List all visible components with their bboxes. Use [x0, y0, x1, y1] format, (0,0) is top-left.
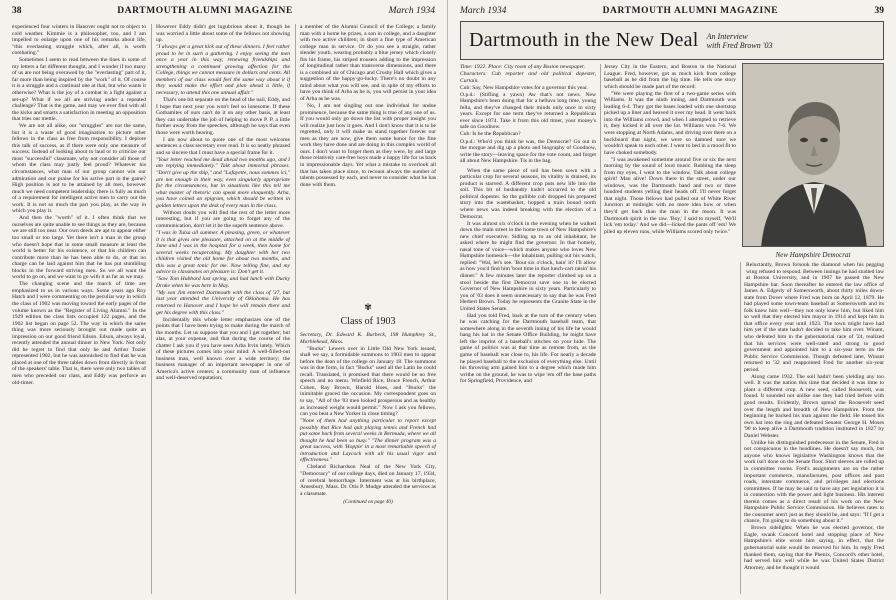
portrait-illustration	[743, 64, 884, 247]
left-running-head	[12, 6, 435, 20]
paragraph: The changing scene and the march of time are emphasized to us in various ways. Some years ago Roy Hatch and I were commenting on the peculiar way in which the class of 1902 was moving toward the early pages of the volume known as the "Register of Living Alumni." In the 1929 edition the class lists occupied 122 pages, and the 1902 list began on page 52. The way in which the same thing was more seriously brought out made quite an impression on our good friend Edson. Edson, always loyal, recently attended the annual dinner in New York. Not only did he regret to find that only he and Arthur Tozier represented 1902, but he was astonished to find that he was placed at one of the three tables down front directly in front of the speakers' table. That is, there were only two tables of men who preceded our class, and Eddy was perforce an old-timer.	[12, 281, 146, 386]
paragraph: When the same piece of soil has been sown with a particular crop for several seasons, its vitality is drained, its product is starved. A different crop puts new life into the soil. This bit of husbandry hadn't occurred to the old political dopester. So the gullible cub dropped his prepared story into the wastebasket, hopped a train bound north where news was indeed breaking with the election of a Democrat.	[460, 167, 596, 220]
article-title: Dartmouth in the New Deal	[469, 29, 699, 51]
right-page	[448, 0, 896, 600]
paragraph: Had you told Fred, back at the turn of the century when he was catching for the Dartmouth baseball team, that somewhere along in the seventh inning of his life he would hang his hat in the Senate Office Building, he might have left the imprint of a baseball's stitches on your hide. The game of politics was at that time as remote from, as the game of baseball was close to, his life. For nearly a decade he played baseball to the exclusion of everything else. Until his throwing arm gained him to a degree which made him writhe on the ground, he was to wipe 'em off the base paths for Springfield, Providence, and	[460, 312, 596, 385]
paragraph: And then the "worth" of it. I often think that we ourselves are quite unable to see things as they are, because we are still too near. Our own deeds are apt to appear either too small or too large. Yet there isn't a man in the group who doesn't hope that in some small measure at least the world is better for his existence, or that his children can contribute more than he has been able to do, or that no charge can be laid against him that he has put stumbling blocks in the forward striving men. So we all want the world to go on, and we want to go with it as far as we may.	[12, 215, 146, 281]
article-title-box	[460, 21, 884, 60]
play-line: Time: 1922. Place: City room of any Boston newspaper.	[460, 64, 586, 70]
left-column-2	[156, 24, 290, 594]
continued-note: (Continued on page 40)	[343, 499, 393, 506]
article-subtitle	[707, 32, 773, 50]
paragraph: Brown sidelights: When he was elected governor, the Eagle, swank Concord hotel and stopping place of New Hampshire's elite wrote him saying, in effect, that the gubernatorial suite would be reserved for him. In reply Fred thanked them, saying that the Phenix, Concord's other hotel, had served him well while he was United States District Attorney, and he thought it would	[744, 525, 884, 571]
right-column-2	[604, 64, 736, 594]
paragraph: Unlike his distinguished predecessor in the Senate, Fred is not conspicuous in the headlines. He doesn't say much, but anyone who knows legislative Washington knows that the work isn't done on the Senate floor. Shirt sleeves are rolled up in committee rooms. Fred's assignments are on the rather important commerce, manufactures, post offices and post roads, interstate commerce, and privileges and elections committees. If he may be said to have any pet legislation it is in connection with the power and light business. His interest therein comes as a direct result of his work on the New Hampshire Public Service Commission. He believes rates to the consumer aren't just as they should be, and says: "If I get a chance, I'm going to do something about it."	[744, 439, 884, 525]
left-magazine-name: DARTMOUTH ALUMNI MAGAZINE	[117, 6, 293, 16]
paragraph: a member of the Alumni Council of the College; a family man with a home he prizes, a son in college, and a daughter with two active children; in short a fine type of American college man in service. Or do you see a straight, rather slender youth, wearing probably a blue jersey which closely fits his frame, his striped trousers adding to the impression of longitudinal rather than transverse dimensions, and there is a combined air of Chicago and Crosby Hall which gives a suggestion of the happy-go-lucky. There's no doubt in any mind about what you will see, and in spite of my efforts to have you think of Arba as he is, you will persist in your idea of Arba as he was.	[300, 24, 436, 103]
left-column-1	[12, 24, 146, 594]
right-page-number: 39	[874, 6, 884, 16]
paragraph: I am now about to quote one of the most welcome sentences a class secretary ever read. It is so neatly phrased and so sincere that I must have a special frame for it.	[156, 136, 290, 156]
left-column-3-class-notes	[300, 332, 436, 594]
paragraph: experienced four winters in Hanover ought not to object to cold weather. Kimmie is a philosopher, too, and I am impelled to enlarge upon one of his remarks about life, "this everlasting struggle which, after all, is worth combating."	[12, 24, 146, 57]
paragraph: However Eddy didn't get lugubrious about it, though he was worried a little about some of the fellows not showing up.	[156, 24, 290, 44]
quoted-paragraph: "Saw Tom Hubbard last spring, and had lunch with Ducky Drake when he was here in May.	[156, 276, 290, 289]
column-rule	[600, 64, 601, 594]
column-rule	[740, 262, 741, 594]
secretary-line: Secretary, Dr. Edward K. Burbeck, 198 Humphrey St., Marblehead, Mass.	[300, 332, 436, 345]
subtitle-line-1: An Interview	[706, 31, 748, 41]
right-running-head	[460, 6, 884, 20]
play-line: Characters: Cub reporter and old political dopester, Curtain.	[460, 71, 596, 84]
paragraph: It was almost six o'clock in the evening when he walked down the main street in the home town of New Hampshire's new chief executive. Sidling up to an old inhabitant, he asked where he might find the governor. In that homely, nasal tone of voice—which makes anyone who loves New Hampshire homesick—the inhabitant, pulling out his watch, replied: "Wal, let's see. 'Bout six o'clock, hain' it? I'll allow as how you'd find him 'bout time in that lunch-cart raisin' his dinner." A few minutes later the reporter climbed up on a stool beside the first Democrat save one to be elected Governor of New Hampshire in sixty years. Particularly to you of '03 does it seem unnecessary to say that he was Fred Herbert Brown. Today he represents the Granite State in the United States Senate.	[460, 220, 596, 312]
paragraph	[744, 262, 884, 373]
paragraph: Cheland Richardson Neal of the New York City, "Democracy" of our college days, died on January 17, 1934, of cerebral hemorrhage. Interment was at his birthplace, Amesbury, Mass. Dr. Otis P. Mudge attended the services as a classmate.	[300, 464, 436, 497]
paragraph: "We were playing the first of a two-game series with Williams. It was the ninth inning, and Dartmouth was leading 6-4. They got the bases loaded with one shortstop picked up a liner and heaved it over my head. It went back into the Williams crowd, and when I attempted to retrieve it, they kicked it all over the lot. Williams won 7-6. We were stopping at North Adams, and driving over there on a buckboard that night, we were so damned sore we wouldn't speak to each other. I went to bed in a mood fit to have choked somebody.	[604, 90, 736, 156]
left-page-number: 38	[12, 6, 22, 16]
paragraph: "I was awakened sometime around five or six the next morning by the sound of loud music. Rubbing the sleep from my eyes, I went to the window. Talk about college spirit! Man alive! Down there in the street, under our windows, was the Dartmouth band and two or three hundred students yelling their heads off. I'll never forget that night. Those fellows had pulled out of White River Junction at midnight with no more idea how or when they'd get back than the man in the moon. It was Dartmouth spirit in the raw. 'Boy,' I said to myself, 'We'll lick 'em today.' And we did—licked the pants off 'em! We piled up eleven runs, while Williams scored only twice."	[604, 156, 736, 235]
quoted-paragraph: "Your letter reached me dead ahead two months ago, and I am replying immediately." Talk about immortal phrases. "Don't give up the ship," and "Lafayette, nous sommes ici," are not enough in their way, even singularly appropriate for the circumstances, but in situations like this tell me what master of rhetoric can speak more eloquently. Arba, you have coined an epigram, which should be written in golden letters upon the desk of every man in the class.	[156, 156, 290, 209]
play-line: Cub: Say, New Hampshire votes for a governor this year.	[460, 84, 588, 91]
quoted-paragraph: "My son Jim entered Dartmouth with the class of '37, but last year attended the University of Oklahoma. He has returned to Hanover and I hope he will remain there and get his degree with this class."	[156, 289, 290, 316]
paragraph: "Bucks" Lewers over in Little Old New York issued, shall we say, a formidable summons to 1903 men to appear before the dean of the college on January 18. The summons was in due form, in fact "Bucks" used all the Latin he could recall. Translated, it promised that there would be no free speech and no menu. Winfield Rice, Bruce French, Arthur Cohen, Ray Brown, Harold Hoes, and "Bucks" the inimitable graced the occasion. My correspondent goes on to say, "All of the '03 men looked prosperous and as healthy as increased weight would permit." Now I ask you fellows, can you beat a New Yorker in close timing?	[300, 345, 436, 418]
left-issue-date: March 1934	[388, 6, 435, 16]
subtitle-line-2: with Fred Brown '03	[706, 40, 773, 50]
paragraph-text: Reluctantly, Brown forsook the diamond when his pegging wing refused to respond. Between innings he had studied law at Boston University, and in 1907 he passed the New Hampshire bar. Soon thereafter he entered the law office of James A. Edgerly of Somersworth, about thirty miles down-state from Dover where Fred was born on April 12, 1879. He had played some town-team baseball at Somersworth and its folk knew him well—they not only knew him, but liked him so well that they elected him mayor in 1914 and kept him in that office every year until 1923. The town might have had him yet if the state hadn't decided to take him over. Winant, who defeated him in the gubernatorial race of '24, realized that his services were well-rated and strong to good government and appointed him to a six-year term on the Public Service Commission. Though defeated later, Winant returned to '32 and reappointed Fred for another six-year period.	[744, 262, 884, 373]
column-rule	[151, 24, 152, 594]
paragraph: That's one bit separate on the head of the nail, Eddy, and I hope that next year you won't feel so lonesome. If these Gothamites of ours can't do it on any other basis, at least they can undertake the job of helping to move P. P. a little further away from the speeches, although he says that even those were worth hearing.	[156, 97, 290, 136]
quoted-paragraph: "I was in Tulsa all summer. A pleasing, green, or whatever it is that gives one pleasure, attached on at the middle of June and I was in the hospital for a week, then home for several weeks recuperating. My daughter with her two children visited the old home for about two months, and this was a great tonic for me. Now telling fine, and my advice to classmates on pleasure is: Don't get it.	[156, 229, 290, 276]
play-line: Cub: Is he the Republican?	[460, 131, 521, 138]
left-column-3	[300, 24, 436, 304]
quoted-paragraph: "I always get a great kick out of these dinners. I feel rather proud to be in such a gathering. I enjoy seeing the men once a year in this way, renewing friendships and strengthening a continued growing affection for the College, things we cannot measure in dollars and cents. All members of our class would feel the same way about it if they would make the effort and plan ahead a little, if necessary, to attend this one annual affair."	[156, 44, 290, 96]
paragraph: No, I am not singling out one individual for undue prominence, because the same thing is true of any one of us. If you would only go down the list with proper insight you will realize just how it goes. And I don't know that it is to be regretted, only it will make us stand together forever our men as they are now, give them some honor for the fine work they have done and are doing in this complex world of ours. I don't want to forget them as they were, by and large those relatively care-free boys made a happy life for us back in impressionable days. Yet what a mistake to overlook all that has taken place since, to recount always the number of talents possessed by each, and never to consider what he has done with them.	[300, 103, 436, 188]
paragraph: Along came 1932. The soil hadn't been yielding any too well. It was the nation this time that decided it was time to plant a different crop. A new seed, called Roosevelt, was found. It sounded not unlike one they had tried before with good results. Evidently, Brown spread the Roosevelt seed over the length and breadth of New Hampshire. From the beginning he backed his man against the field. He tossed his own hat into the ring and defeated Senator George H. Moses '90 to keep alive a Dartmouth tradition instituted in 1827 by Daniel Webster.	[744, 373, 884, 439]
right-column-1	[460, 64, 596, 594]
paragraph: Without doubt you will find the rest of the letter more interesting, but if you are going to forget any of the communication, don't let it be the superb sentence above.	[156, 209, 290, 229]
paragraph: We are not all alike, our "struggles" are not the same, but it is a waste of good imagination to picture other fellows in the class as free from responsibility. I deplore this talk of success, as if there were only one measure of success. Instead of looking about to laud or to criticize our most "successful" classmate, why not consider all those of whom the class may justly feel proud? Whatever his circumstances, what man of our group cannot win our admiration and our praise for his active part in the game? High position is not to be attained by all men, however much we need competent leadership; there is fully as much of a requirement for intelligent active men to carry out the work. It is not so much the part you play, as the way in which you play it.	[12, 123, 146, 215]
photo-caption: New Hampshire Democrat	[775, 251, 851, 259]
section-ornament: ✾	[364, 302, 372, 312]
class-heading: Class of 1903	[340, 316, 396, 327]
quoted-paragraph: "None of them had anything particular to report except possibly that Rice had quit playing tennis and French had put some back from several weeks in Bermuda, where we all thought he had been so busy." "The dinner program was a great success, with 'Hoppie' in a most remarkable speech of introduction and Laycock with all his usual vigor and effectiveness."	[300, 418, 436, 464]
right-magazine-name: DARTMOUTH ALUMNI MAGAZINE	[602, 6, 779, 16]
right-issue-date: March 1934	[460, 6, 507, 16]
portrait-photo	[742, 63, 884, 247]
paragraph: Jersey City in the Eastern, and Boston in the National League. Fred, however, got as much kick from college baseball as he did from the big time. He tells one story which should be made part of the record:	[604, 64, 736, 90]
play-line: O.p.d.: (Stifling a yawn) Aw that's not news. New Hampshire's been doing that for a helluva long time, young fella, and they've changed their minds only once in sixty years. Except for one term they've returned a Republican ever since 1874. Take it from this old timer, your money's safe on Goodnow.	[460, 91, 596, 131]
paragraph: Incidentally this whole letter emphasizes one of the points that I have been trying to make during the march of the months. Let us suppose that you and I get together; but alas, at your expense, and that during the course of the chatter I ask you if you have seen Arba Irvin lately. Which of these pictures comes into your mind: A well-filled-out business man, well known over a wide territory; the business manager of an important newspaper in one of America's active centers; a community man of influence and well-deserved reputation;	[156, 316, 290, 382]
paragraph: Sometimes I seem to read between the lines in some of my letters a far different thought, and I wonder if too many of us are not being overawed by the "everlasting" part of it, far more than being inspired by the "work" of it. Of course it is a struggle and a continual one at that, but who wants it otherwise? What is the joy of a combat in a fight against a set-up? What if we all are striving under a repeated challenge? That is the game, and may we ever find with all the kicks and smarts a satisfaction in meeting an opposition that tries our mettle.	[12, 57, 146, 123]
play-line: O.p.d.: Who'd you think he was, the Democrat? Go out in the morgue and dig up a photo and biography of Goodnow, write the story—leaving space for the vote count, and forget all about New Hampshire. Tis in the bag.	[460, 138, 596, 165]
right-column-3	[744, 262, 884, 594]
